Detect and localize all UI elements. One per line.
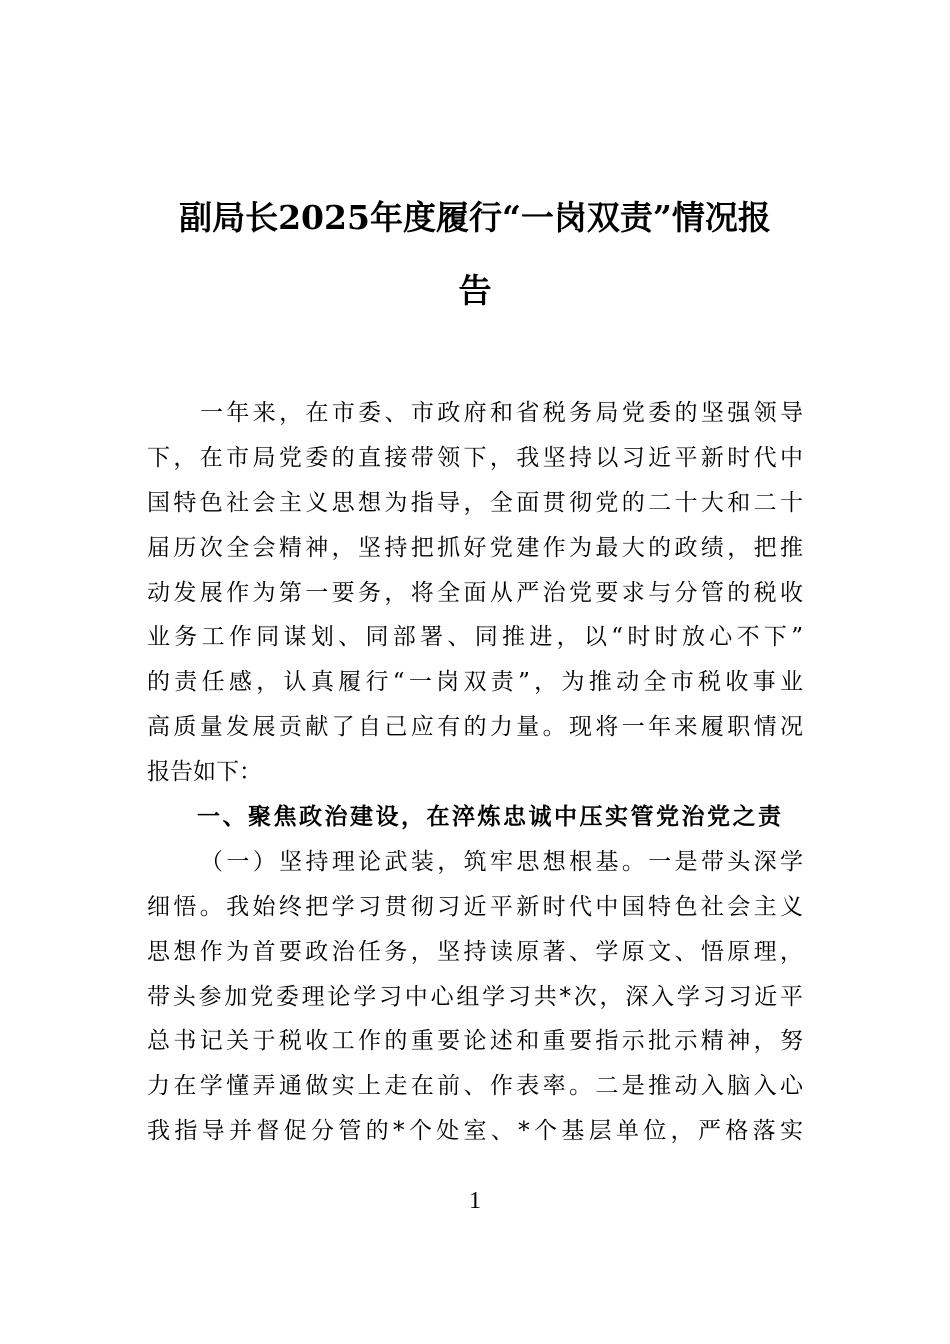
document-title-line-2: 告 (458, 271, 492, 310)
paragraph-line: 力在学懂弄通做实上走在前、作表率。二是推动入脑入心 (147, 1073, 803, 1100)
paragraph-line: 总书记关于税收工作的重要论述和重要指示批示精神，努 (147, 1028, 803, 1055)
paragraph-line: 我指导并督促分管的*个处室、*个基层单位，严格落实 (147, 1118, 803, 1145)
paragraph-line: 细悟。我始终把学习贯彻习近平新时代中国特色社会主义 (147, 893, 803, 920)
paragraph-line: 带头参加党委理论学习中心组学习共*次，深入学习习近平 (147, 983, 803, 1010)
page-number: 1 (469, 1188, 481, 1214)
paragraph-line: （一）坚持理论武装，筑牢思想根基。一是带头深学 (200, 848, 803, 875)
paragraph-line: 报告如下： (147, 759, 262, 786)
paragraph-line: 的责任感，认真履行“一岗双责”，为推动全市税收事业 (147, 669, 803, 696)
document-body (147, 391, 803, 1154)
paragraph-line: 思想作为首要政治任务，坚持读原著、学原文、悟原理， (147, 938, 803, 965)
paragraph-line: 业务工作同谋划、同部署、同推进，以“时时放心不下” (147, 624, 803, 651)
paragraph-line: 高质量发展贡献了自己应有的力量。现将一年来履职情况 (147, 714, 803, 741)
section-heading: 一、聚焦政治建设，在淬炼忠诚中压实管党治党之责 (197, 804, 781, 831)
paragraph-line: 届历次全会精神，坚持把抓好党建作为最大的政绩，把推 (147, 534, 803, 561)
paragraph-line: 一年来，在市委、市政府和省税务局党委的坚强领导 (200, 400, 803, 426)
document-title-line-1: 副局长2025年度履行“一岗双责”情况报 (179, 198, 771, 237)
paragraph-line: 动发展作为第一要务，将全面从严治党要求与分管的税收 (147, 579, 803, 606)
paragraph-line: 下，在市局党委的直接带领下，我坚持以习近平新时代中 (147, 444, 803, 471)
paragraph-line: 国特色社会主义思想为指导，全面贯彻党的二十大和二十 (147, 489, 803, 516)
